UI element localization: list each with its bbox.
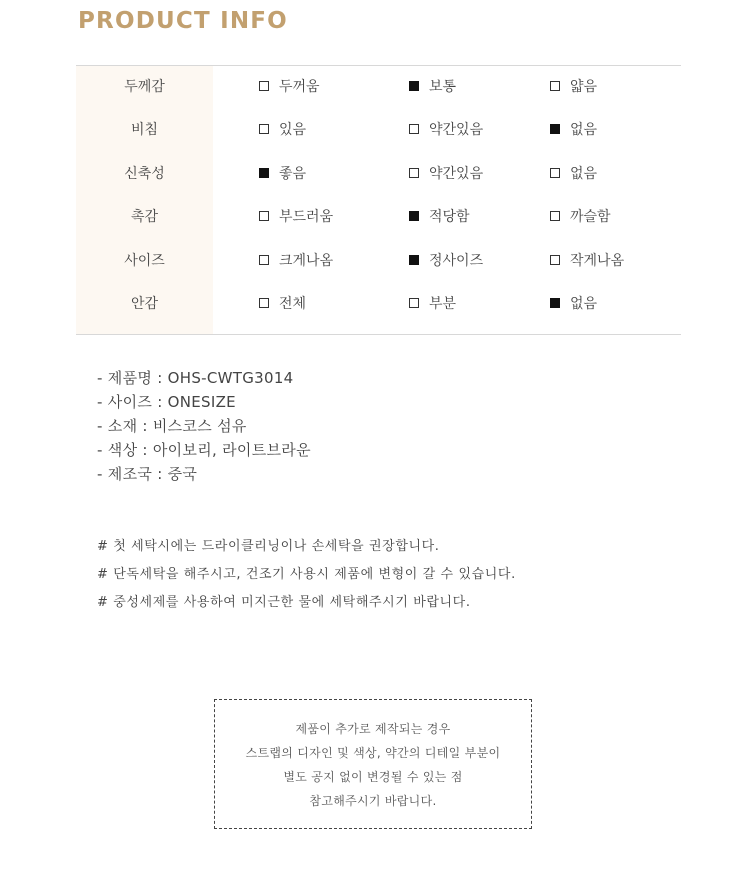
attribute-option xyxy=(259,66,320,109)
product-spec-list xyxy=(97,366,311,486)
attribute-option xyxy=(259,109,306,152)
attribute-label: 두께감 xyxy=(124,79,165,95)
option-label: 없음 xyxy=(570,296,598,312)
option-label: 약간있음 xyxy=(429,166,484,182)
checkbox-icon xyxy=(409,168,419,178)
care-note: # 중성세제를 사용하여 미지근한 물에 세탁해주시기 바랍니다. xyxy=(97,595,471,610)
section-title: PRODUCT INFO xyxy=(78,8,288,34)
checkbox-checked-icon xyxy=(550,298,560,308)
attribute-row-thickness xyxy=(76,66,681,109)
attribute-option xyxy=(259,240,333,283)
checkbox-icon xyxy=(259,81,269,91)
attribute-option xyxy=(259,196,333,239)
checkbox-checked-icon xyxy=(409,255,419,265)
option-label: 크게나옴 xyxy=(279,253,334,269)
attribute-row-texture xyxy=(76,196,681,239)
attribute-row-size xyxy=(76,240,681,283)
notice-line: 별도 공지 없이 변경될 수 있는 점 xyxy=(283,770,463,784)
option-label: 전체 xyxy=(279,296,307,312)
attribute-option xyxy=(409,66,456,109)
spec-item: - 제조국 : 중국 xyxy=(97,465,198,483)
attribute-label: 신축성 xyxy=(124,166,165,182)
checkbox-icon xyxy=(550,168,560,178)
attribute-option xyxy=(409,153,483,196)
care-note: # 단독세탁을 해주시고, 건조기 사용시 제품에 변형이 갈 수 있습니다. xyxy=(97,567,516,582)
care-notes xyxy=(97,533,516,617)
option-label: 얇음 xyxy=(570,79,598,95)
option-label: 있음 xyxy=(279,122,307,138)
option-label: 없음 xyxy=(570,166,598,182)
checkbox-icon xyxy=(259,124,269,134)
option-label: 두꺼움 xyxy=(279,79,320,95)
notice-line: 참고해주시기 바랍니다. xyxy=(309,794,437,808)
attribute-option xyxy=(550,153,597,196)
checkbox-icon xyxy=(409,124,419,134)
checkbox-icon xyxy=(550,211,560,221)
option-label: 적당함 xyxy=(429,209,470,225)
attribute-option xyxy=(409,196,470,239)
attribute-label: 비침 xyxy=(130,122,159,138)
attribute-row-lining xyxy=(76,283,681,326)
option-label: 정사이즈 xyxy=(429,253,484,269)
attribute-option xyxy=(550,196,611,239)
option-label: 보통 xyxy=(429,79,457,95)
attribute-label: 사이즈 xyxy=(124,253,165,269)
attribute-label: 안감 xyxy=(130,296,159,312)
notice-line: 스트랩의 디자인 및 색상, 약간의 디테일 부분이 xyxy=(245,746,501,760)
option-label: 약간있음 xyxy=(429,122,484,138)
attribute-row-stretch xyxy=(76,153,681,196)
option-label: 작게나옴 xyxy=(570,253,625,269)
care-note: # 첫 세탁시에는 드라이클리닝이나 손세탁을 권장합니다. xyxy=(97,539,440,554)
checkbox-icon xyxy=(259,211,269,221)
checkbox-icon xyxy=(259,298,269,308)
checkbox-icon xyxy=(550,81,560,91)
checkbox-icon xyxy=(550,255,560,265)
attribute-option xyxy=(409,283,456,326)
checkbox-icon xyxy=(259,255,269,265)
spec-item: - 소재 : 비스코스 섬유 xyxy=(97,417,247,435)
attribute-row-sheerness xyxy=(76,109,681,152)
attribute-option xyxy=(259,283,306,326)
option-label: 까슬함 xyxy=(570,209,611,225)
checkbox-checked-icon xyxy=(550,124,560,134)
spec-item: - 제품명 : OHS-CWTG3014 xyxy=(97,369,294,387)
option-label: 좋음 xyxy=(279,166,307,182)
option-label: 부드러움 xyxy=(279,209,334,225)
checkbox-icon xyxy=(409,298,419,308)
product-attribute-table xyxy=(76,65,681,335)
attribute-option xyxy=(259,153,306,196)
option-label: 없음 xyxy=(570,122,598,138)
attribute-option xyxy=(409,240,483,283)
spec-item: - 색상 : 아이보리, 라이트브라운 xyxy=(97,441,311,459)
notice-line: 제품이 추가로 제작되는 경우 xyxy=(295,722,451,736)
attribute-option xyxy=(550,240,624,283)
attribute-option xyxy=(550,283,597,326)
attribute-option xyxy=(550,109,597,152)
attribute-label: 촉감 xyxy=(130,209,159,225)
notice-box xyxy=(214,699,532,829)
attribute-option xyxy=(409,109,483,152)
option-label: 부분 xyxy=(429,296,457,312)
spec-item: - 사이즈 : ONESIZE xyxy=(97,393,236,411)
attribute-option xyxy=(550,66,597,109)
checkbox-checked-icon xyxy=(409,81,419,91)
checkbox-checked-icon xyxy=(409,211,419,221)
checkbox-checked-icon xyxy=(259,168,269,178)
